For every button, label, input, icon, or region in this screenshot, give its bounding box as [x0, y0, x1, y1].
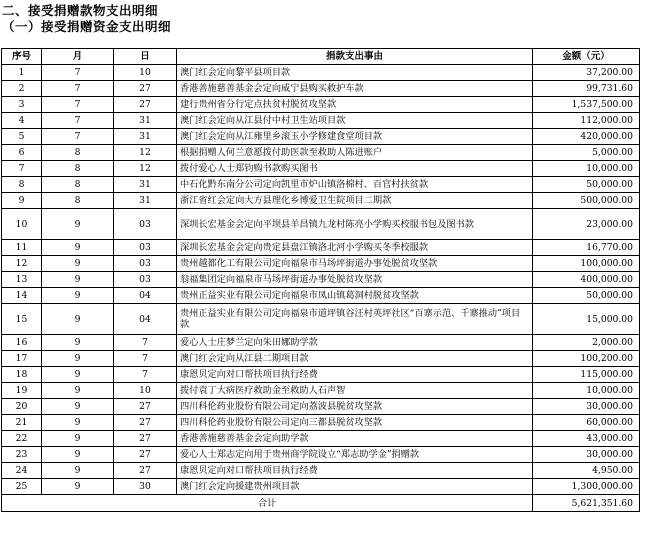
- row-day: 03: [114, 240, 177, 256]
- row-no: 6: [2, 145, 42, 161]
- table-row: [2, 288, 640, 304]
- row-month: 9: [42, 431, 114, 447]
- row-day: 27: [114, 415, 177, 431]
- row-reason: 香港善施慈善基金会定向威宁县购买救护车款: [177, 81, 533, 97]
- row-no: 1: [2, 65, 42, 81]
- row-no: 2: [2, 81, 42, 97]
- row-amount: 115,000.00: [533, 367, 640, 383]
- row-month: 9: [42, 335, 114, 351]
- row-amount: 1,537,500.00: [533, 97, 640, 113]
- table-row: [2, 97, 640, 113]
- table-row: [2, 177, 640, 193]
- row-no: 7: [2, 161, 42, 177]
- table-row: [2, 272, 640, 288]
- row-amount: 60,000.00: [533, 415, 640, 431]
- header-day: 日: [114, 49, 177, 65]
- table-header-row: [2, 49, 640, 65]
- section-heading: 二、接受捐赠款物支出明细: [2, 3, 159, 18]
- row-day: 04: [114, 304, 177, 335]
- row-no: 11: [2, 240, 42, 256]
- row-day: 7: [114, 351, 177, 367]
- row-month: 9: [42, 256, 114, 272]
- row-day: 27: [114, 97, 177, 113]
- subsection-heading: （一）接受捐赠资金支出明细: [2, 19, 172, 34]
- table-row: [2, 415, 640, 431]
- row-amount: 420,000.00: [533, 129, 640, 145]
- row-day: 30: [114, 479, 177, 495]
- row-month: 7: [42, 113, 114, 129]
- row-reason: 澳门红会定向援建贵州项目款: [177, 479, 533, 495]
- row-no: 12: [2, 256, 42, 272]
- row-day: 10: [114, 65, 177, 81]
- row-no: 9: [2, 193, 42, 209]
- row-day: 7: [114, 335, 177, 351]
- row-amount: 99,731.60: [533, 81, 640, 97]
- row-month: 7: [42, 81, 114, 97]
- table-row: [2, 240, 640, 256]
- table-row: [2, 65, 640, 81]
- table-row: [2, 209, 640, 240]
- table-row: [2, 431, 640, 447]
- table-row: [2, 193, 640, 209]
- row-day: 31: [114, 177, 177, 193]
- row-no: 10: [2, 209, 42, 240]
- row-no: 5: [2, 129, 42, 145]
- row-day: 12: [114, 145, 177, 161]
- row-month: 9: [42, 367, 114, 383]
- row-amount: 10,000.00: [533, 161, 640, 177]
- row-reason: 澳门红会定向从江县二期项目款: [177, 351, 533, 367]
- table-row: [2, 383, 640, 399]
- row-month: 9: [42, 415, 114, 431]
- row-day: 27: [114, 447, 177, 463]
- row-reason: 康恩贝定向对口帮扶项目执行经费: [177, 367, 533, 383]
- row-amount: 4,950.00: [533, 463, 640, 479]
- row-amount: 100,000.00: [533, 256, 640, 272]
- header-amount: 金额（元）: [533, 49, 640, 65]
- row-reason: 爱心人士庄梦兰定向朱田娜助学款: [177, 335, 533, 351]
- row-amount: 2,000.00: [533, 335, 640, 351]
- row-reason: 拨付袁丁大病医疗救助金至救助人石声智: [177, 383, 533, 399]
- table-row: [2, 367, 640, 383]
- row-no: 24: [2, 463, 42, 479]
- row-amount: 30,000.00: [533, 399, 640, 415]
- table-row: [2, 113, 640, 129]
- row-reason: 浙江省红会定向大方县理化乡博爱卫生院项目二期款: [177, 193, 533, 209]
- row-month: 7: [42, 65, 114, 81]
- table-row: [2, 81, 640, 97]
- table-row: [2, 161, 640, 177]
- row-reason: 澳门红会定向从江雍里乡滚玉小学修建食堂项目款: [177, 129, 533, 145]
- row-no: 4: [2, 113, 42, 129]
- row-reason: 澳门红会定向从江县付中村卫生站项目款: [177, 113, 533, 129]
- row-reason: 四川科伦药业股份有限公司定向三都县脱贫攻坚款: [177, 415, 533, 431]
- row-day: 27: [114, 431, 177, 447]
- row-reason: 康恩贝定向对口帮扶项目执行经费: [177, 463, 533, 479]
- header-no: 序号: [2, 49, 42, 65]
- row-reason: 贵州越都化工有限公司定向福泉市马场坪街道办事处脱贫攻坚款: [177, 256, 533, 272]
- row-month: 8: [42, 145, 114, 161]
- row-amount: 43,000.00: [533, 431, 640, 447]
- row-amount: 50,000.00: [533, 288, 640, 304]
- row-amount: 16,770.00: [533, 240, 640, 256]
- row-reason: 四川科伦药业股份有限公司定向荔波县脱贫攻坚款: [177, 399, 533, 415]
- row-no: 13: [2, 272, 42, 288]
- row-no: 17: [2, 351, 42, 367]
- row-no: 23: [2, 447, 42, 463]
- row-reason: 根据捐赠人何兰意愿拨付助医款至救助人陈进账户: [177, 145, 533, 161]
- row-no: 3: [2, 97, 42, 113]
- row-amount: 500,000.00: [533, 193, 640, 209]
- row-reason: 贵州正益实业有限公司定向福泉市凤山镇葛洞村脱贫攻坚款: [177, 288, 533, 304]
- row-reason: 深圳长宏基金会定向平坝县羊昌镇九龙村陈亮小学购买校服书包及图书款: [177, 209, 533, 240]
- row-reason: 中石化黔东南分公司定向凯里市炉山镇洛棉村、百官村扶贫款: [177, 177, 533, 193]
- row-no: 16: [2, 335, 42, 351]
- row-month: 7: [42, 129, 114, 145]
- row-no: 18: [2, 367, 42, 383]
- row-no: 21: [2, 415, 42, 431]
- row-day: 03: [114, 209, 177, 240]
- donation-expenditure-table: [1, 48, 640, 512]
- total-label: 合计: [2, 495, 533, 512]
- row-no: 25: [2, 479, 42, 495]
- table-body: [2, 65, 640, 495]
- row-amount: 37,200.00: [533, 65, 640, 81]
- table-row: [2, 335, 640, 351]
- table-row: [2, 351, 640, 367]
- table-row: [2, 129, 640, 145]
- row-reason: 建行贵州省分行定点扶贫村脱贫攻坚款: [177, 97, 533, 113]
- row-reason: 澳门红会定向黎平县项目款: [177, 65, 533, 81]
- row-month: 9: [42, 479, 114, 495]
- row-month: 9: [42, 351, 114, 367]
- row-month: 9: [42, 399, 114, 415]
- row-month: 9: [42, 304, 114, 335]
- row-day: 03: [114, 256, 177, 272]
- row-no: 19: [2, 383, 42, 399]
- row-day: 27: [114, 81, 177, 97]
- table-row: [2, 256, 640, 272]
- table-row: [2, 304, 640, 335]
- row-month: 9: [42, 272, 114, 288]
- row-day: 10: [114, 383, 177, 399]
- row-day: 27: [114, 399, 177, 415]
- row-amount: 23,000.00: [533, 209, 640, 240]
- total-row: [2, 495, 640, 512]
- row-day: 31: [114, 193, 177, 209]
- row-amount: 112,000.00: [533, 113, 640, 129]
- row-amount: 15,000.00: [533, 304, 640, 335]
- row-month: 8: [42, 161, 114, 177]
- row-no: 15: [2, 304, 42, 335]
- table-row: [2, 447, 640, 463]
- row-month: 8: [42, 177, 114, 193]
- row-day: 27: [114, 463, 177, 479]
- row-amount: 400,000.00: [533, 272, 640, 288]
- row-amount: 30,000.00: [533, 447, 640, 463]
- row-amount: 50,000.00: [533, 177, 640, 193]
- table-row: [2, 479, 640, 495]
- row-reason: 翁福集团定向福泉市马场坪街道办事处脱贫攻坚款: [177, 272, 533, 288]
- row-amount: 10,000.00: [533, 383, 640, 399]
- table-row: [2, 145, 640, 161]
- row-month: 7: [42, 97, 114, 113]
- row-day: 31: [114, 113, 177, 129]
- row-month: 9: [42, 383, 114, 399]
- row-amount: 5,000.00: [533, 145, 640, 161]
- row-no: 20: [2, 399, 42, 415]
- row-reason: 贵州正益实业有限公司定向福泉市道坪镇谷汪村英坪社区“百寨示范、千寨推动”项目款: [177, 304, 533, 335]
- row-month: 9: [42, 288, 114, 304]
- row-day: 03: [114, 272, 177, 288]
- row-day: 31: [114, 129, 177, 145]
- row-day: 04: [114, 288, 177, 304]
- row-reason: 拨付爱心人士郑钧购书款购买图书: [177, 161, 533, 177]
- row-month: 9: [42, 463, 114, 479]
- row-no: 14: [2, 288, 42, 304]
- table-row: [2, 463, 640, 479]
- row-amount: 100,200.00: [533, 351, 640, 367]
- table-row: [2, 399, 640, 415]
- row-no: 22: [2, 431, 42, 447]
- row-month: 8: [42, 193, 114, 209]
- row-amount: 1,300,000.00: [533, 479, 640, 495]
- row-reason: 香港善施慈善基金会定向助学款: [177, 431, 533, 447]
- header-month: 月: [42, 49, 114, 65]
- row-month: 9: [42, 209, 114, 240]
- row-day: 12: [114, 161, 177, 177]
- row-month: 9: [42, 447, 114, 463]
- row-reason: 深圳长宏基金会定向贵定县盘江镇洛北河小学购买冬季校服款: [177, 240, 533, 256]
- row-reason: 爱心人士郑志定向用于贵州商学院设立“郑志助学金”捐赠款: [177, 447, 533, 463]
- row-day: 7: [114, 367, 177, 383]
- total-amount: 5,621,351.60: [533, 495, 640, 512]
- header-reason: 捐款支出事由: [177, 49, 533, 65]
- row-month: 9: [42, 240, 114, 256]
- row-no: 8: [2, 177, 42, 193]
